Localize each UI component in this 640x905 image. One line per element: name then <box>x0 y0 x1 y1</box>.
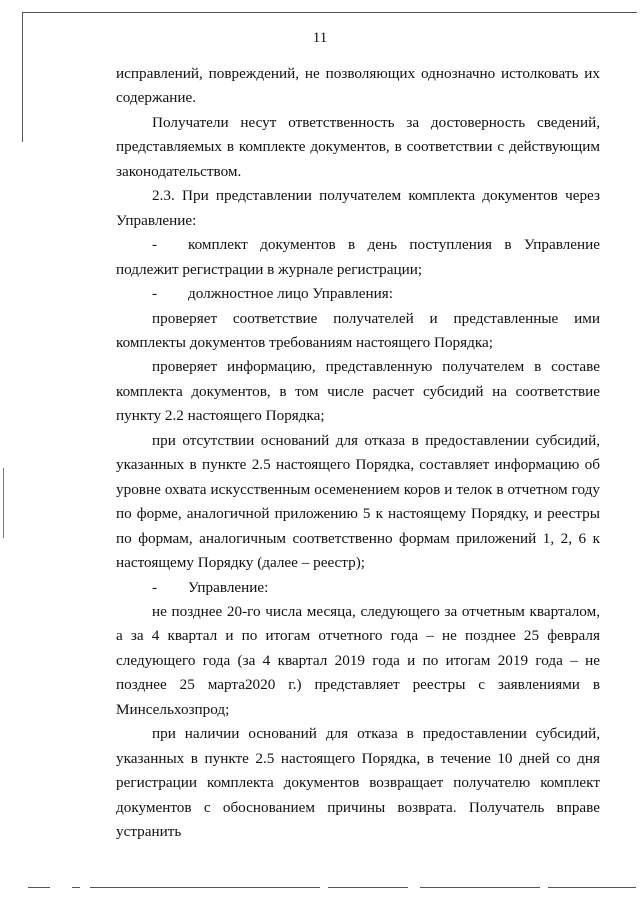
paragraph-3-section-2-3: 2.3. При представлении получателем комплекта документов через Управление: <box>116 187 600 229</box>
paragraph-2: Получатели несут ответственность за достоверность сведений, представляемых в комплекте документов, в соответствии с действующим законодательством. <box>116 113 600 180</box>
paragraph-checks-compliance: проверяет соответствие получателей и представленные ими комплекты документов требованиям настоящего Порядка; <box>116 309 600 351</box>
dash-item-registration: - комплект документов в день поступления в Управление подлежит регистрации в журнале регистрации; <box>116 233 600 282</box>
dash-item-official: - должностное лицо Управления: <box>116 282 600 306</box>
paragraph-grounds-refusal: при наличии оснований для отказа в предоставлении субсидий, указанных в пункте 2.5 настоящего Порядка, в течение 10 дней со дня регистрации комплекта документов возвращает получателю комплект документов с обоснованием причины возврата. Получатель вправе устранить <box>116 725 600 841</box>
page-number: 11 <box>312 30 328 46</box>
scan-edge-mark <box>3 468 4 538</box>
paragraph-no-grounds-refusal: при отсутствии оснований для отказа в предоставлении субсидий, указанных в пункте 2.5 настоящего Порядка, составляет информацию об уровне охвата искусственным осеменением коров и телок в отчетном году по форме, аналогичной приложению 5 к настоящему Порядку, и реестры по формам, аналогичным соответственно формам приложений 1, 2, 6 к настоящему Порядку (далее – реестр); <box>116 431 600 572</box>
scan-border-top <box>22 12 637 13</box>
scan-border-bottom <box>28 887 638 891</box>
paragraph-1: исправлений, повреждений, не позволяющих однозначно истолковать их содержание. <box>116 65 600 107</box>
list-dash: - <box>152 285 158 303</box>
paragraph-checks-information: проверяет информацию, представленную получателем в составе комплекта документов, в том числе расчет субсидий на соответствие пункту 2.2 настоящего Порядка; <box>116 358 600 425</box>
paragraph-deadline: не позднее 20-го числа месяца, следующего за отчетным кварталом, а за 4 квартал и по итогам отчетного года – не позднее 25 февраля следующего года (за 4 квартал 2019 года и по итогам 2019 года – не позднее 25 марта2020 г.) представляет реестры с заявлениями в Минсельхозпрод; <box>116 602 600 718</box>
list-dash: - <box>152 578 158 596</box>
list-dash: - <box>152 236 158 254</box>
dash-item-administration: - Управление: <box>116 576 600 600</box>
document-body <box>116 62 600 845</box>
